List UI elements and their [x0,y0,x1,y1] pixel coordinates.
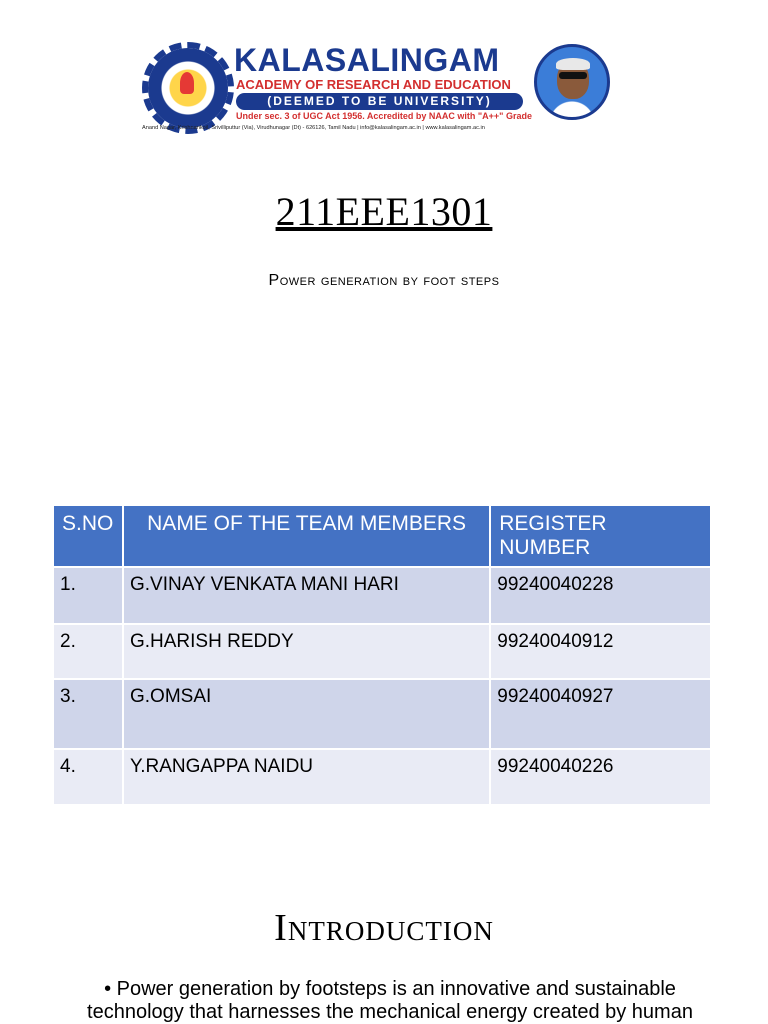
project-title: Power generation by foot steps [268,272,500,289]
introduction-bullet: • Power generation by footsteps is an innovative and sustainable technology that harnesses the mechanical energy created by human [87,978,693,1023]
cell-register-number: 99240040927 [490,679,711,749]
university-header [142,40,612,136]
portrait-glasses [559,72,587,79]
table-row [54,624,711,679]
cell-name: G.VINAY VENKATA MANI HARI [123,567,490,624]
university-subtitle: ACADEMY OF RESEARCH AND EDUCATION [236,77,511,92]
cell-name: G.OMSAI [123,679,490,749]
portrait-hair [556,58,590,70]
header-register-number: REGISTER NUMBER [490,506,711,567]
course-code: 211EEE1301 [275,189,493,234]
deemed-status-banner: (DEEMED TO BE UNIVERSITY) [236,93,523,110]
header-sno: S.NO [54,506,123,567]
university-name: KALASALINGAM [234,42,500,78]
table-header-row [54,506,711,567]
team-members-table [54,506,712,804]
cell-sno: 2. [54,624,123,679]
introduction-title: Introduction [274,907,494,949]
table-row [54,679,711,749]
header-name: NAME OF THE TEAM MEMBERS [123,506,490,567]
cell-name: Y.RANGAPPA NAIDU [123,749,490,804]
introduction-slide [0,840,768,1024]
table-row [54,749,711,804]
cell-register-number: 99240040226 [490,749,711,804]
table-row [54,567,711,624]
cell-register-number: 99240040912 [490,624,711,679]
university-address: Anand Nagar, Krishnankoil, Srivilliputtur (Via), Virudhunagar (Dt) - 626126, Tamil Nadu | info@kalasalingam.ac.in | www.kalasalingam.ac.in [142,125,485,131]
cell-register-number: 99240040228 [490,567,711,624]
cell-sno: 4. [54,749,123,804]
lamp-icon [180,72,194,94]
founder-portrait [534,44,610,120]
accreditation-text: Under sec. 3 of UGC Act 1956. Accredited by NAAC with "A++" Grade [236,111,532,121]
cell-sno: 1. [54,567,123,624]
cell-sno: 3. [54,679,123,749]
cell-name: G.HARISH REDDY [123,624,490,679]
